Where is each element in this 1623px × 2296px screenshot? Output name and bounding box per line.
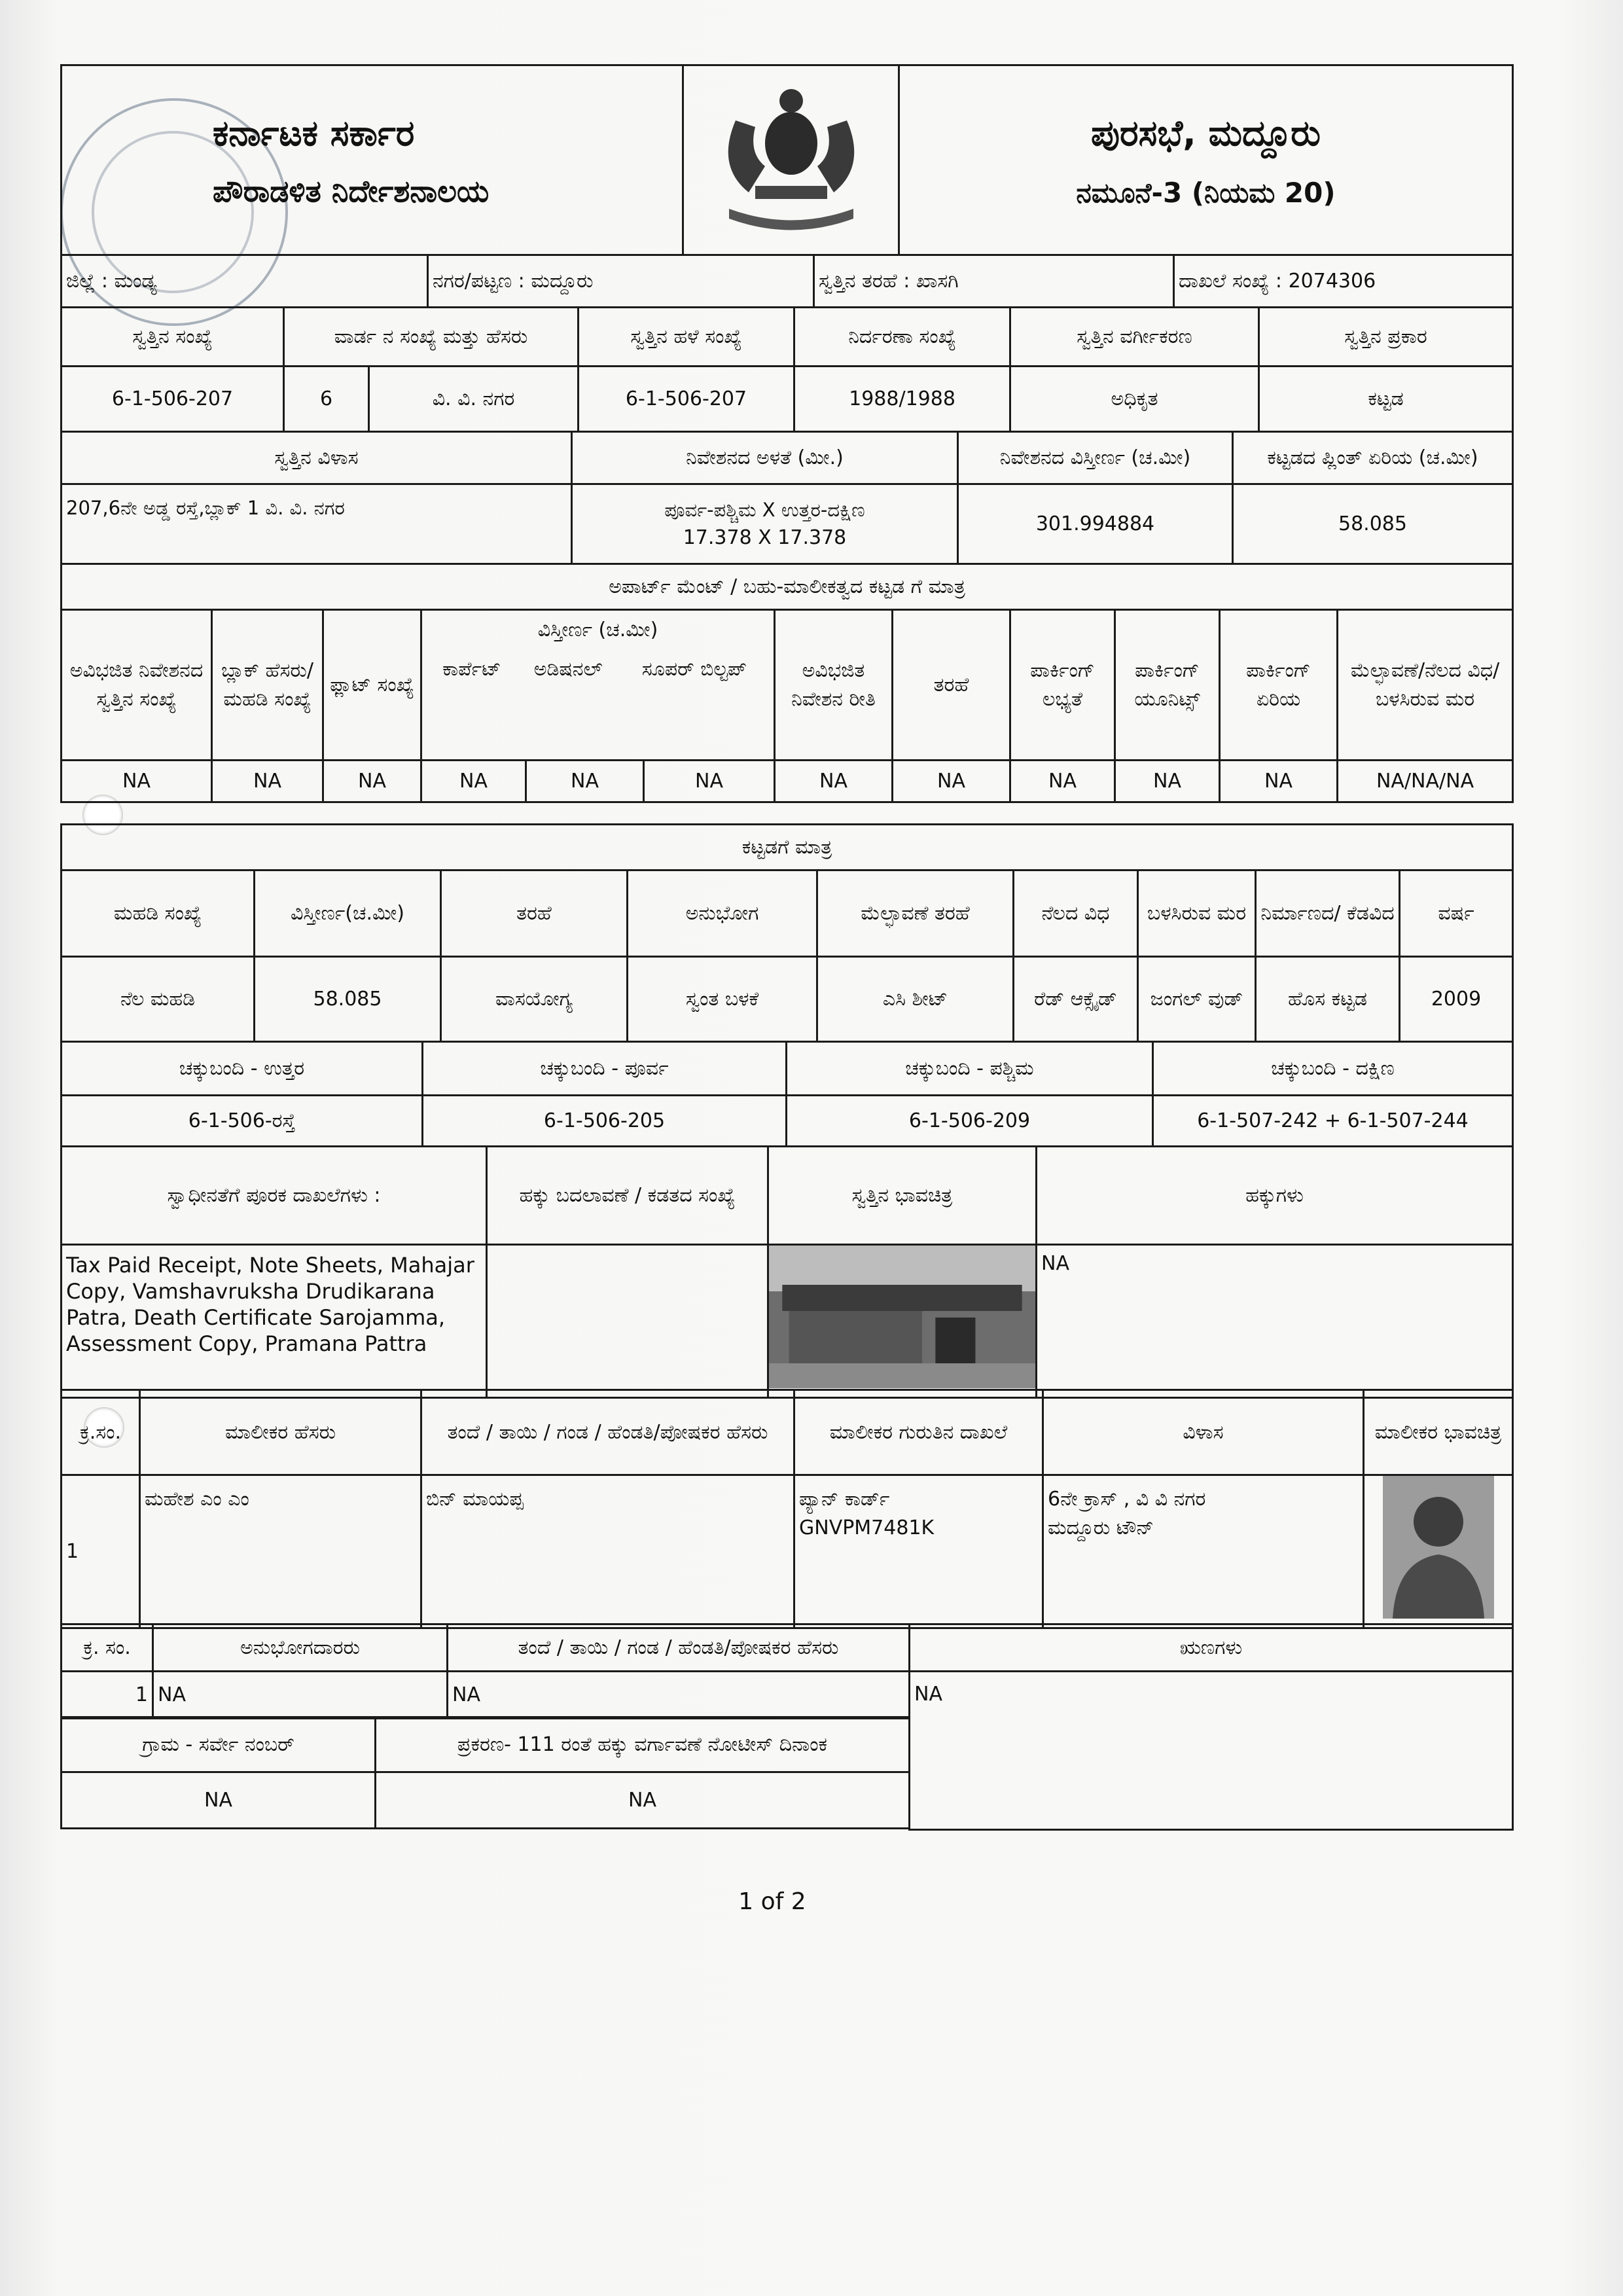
h-apt-additional: ಅಡಿಷನಲ್ [533,657,603,681]
apartment-table [60,563,1514,803]
survey-table [60,1716,910,1829]
owner-addr-line2: ಮದ್ದೂರು ಟೌನ್ [1048,1516,1154,1539]
owner-name: ಮಹೇಶ ಎಂ ಎಂ [140,1475,421,1628]
apt-v: NA [62,761,212,802]
apartment-title: ಅಪಾರ್ಟ್ ಮೆಂಟ್ / ಬಹು-ಮಾಲೀಕತ್ವದ ಕಟ್ಟಡ ಗೆ ಮಾತ್ರ [62,564,1513,610]
district: ಜಿಲ್ಲೆ : ಮಂಡ್ಯ [62,255,428,308]
h-occ-sl: ಕ್ರ. ಸಂ. [62,1624,153,1672]
bldg-v: 58.085 [255,957,441,1042]
old-no: 6-1-506-207 [579,367,794,432]
prop-type: ಕಟ್ಟಡ [1259,367,1513,432]
occ-name: NA [153,1672,448,1719]
h-apt-2: ಬ್ಲಾಕ್ ಹೆಸರು/ ಮಹಡಿ ಸಂಖ್ಯೆ [212,610,323,761]
bldg-v: 2009 [1400,957,1513,1042]
apt-v: NA [526,761,644,802]
property-kind: ಸ್ವತ್ತಿನ ತರಹೆ : ಖಾಸಗಿ [814,255,1174,308]
west: 6-1-506-209 [787,1096,1153,1147]
h-dimension: ನಿವೇಶನದ ಅಳತೆ (ಮೀ.) [572,432,958,484]
dimension-label: ಪೂರ್ವ-ಪಶ್ಚಿಮ X ಉತ್ತರ-ದಕ್ಷಿಣ [664,498,865,521]
bldg-v: ಎಸಿ ಶೀಟ್ [817,957,1014,1042]
apt-v: NA/NA/NA [1338,761,1513,802]
south: 6-1-507-242 + 6-1-507-244 [1153,1096,1513,1147]
h-owner-id: ಮಾಲೀಕರ ಗುರುತಿನ ದಾಖಲೆ [794,1390,1043,1475]
apt-v: NA [212,761,323,802]
h-apt-11: ಪಾರ್ಕಿಂಗ್ ಏರಿಯ [1220,610,1338,761]
east: 6-1-506-205 [423,1096,787,1147]
bldg-v: ಜಂಗಲ್ ವುಡ್ [1138,957,1256,1042]
h-owner-photo: ಮಾಲೀಕರ ಭಾವಚಿತ್ರ [1364,1390,1513,1475]
owner-sl: 1 [62,1475,140,1628]
h-prop-photo: ಸ್ವತ್ತಿನ ಭಾವಚಿತ್ರ [768,1147,1037,1245]
h-bldg: ತರಹೆ [441,870,628,957]
h-mutation: ಹಕ್ಕು ಬದಲಾವಣೆ / ಕಡತದ ಸಂಖ್ಯೆ [487,1147,768,1245]
h-apt-carpet: ಕಾರ್ಪೆಟ್ [442,657,501,681]
debts-table [908,1623,1514,1831]
bldg-v: ರೆಡ್ ಆಕ್ಸೈಡ್ [1014,957,1138,1042]
apt-v: NA [644,761,775,802]
bldg-v: ವಾಸಯೋಗ್ಯ [441,957,628,1042]
h-bldg: ಮಹಡಿ ಸಂಖ್ಯೆ [62,870,255,957]
dept-name: ಪೌರಾಡಳಿತ ನಿರ್ದೇಶನಾಲಯ [213,173,490,209]
h-apt-10: ಪಾರ್ಕಿಂಗ್ ಯೂನಿಟ್ಸ್ [1115,610,1220,761]
notice-date: NA [376,1772,910,1829]
h-bldg: ವರ್ಷ [1400,870,1513,957]
record-number: ದಾಖಲೆ ಸಂಖ್ಯೆ : 2074306 [1174,255,1513,308]
building-title: ಕಟ್ಟಡಗೆ ಮಾತ್ರ [62,825,1513,870]
plinth-area: 58.085 [1233,484,1513,564]
dimension: 17.378 X 17.378 [683,526,847,549]
prop-class: ಅಧಿಕೃತ [1010,367,1259,432]
apt-v: NA [1220,761,1338,802]
h-site-area: ನಿವೇಶನದ ವಿಸ್ತೀರ್ಣ (ಚ.ಮೀ) [958,432,1233,484]
h-type: ಸ್ವತ್ತಿನ ಪ್ರಕಾರ [1259,308,1513,367]
h-east: ಚಕ್ಕುಬಂದಿ - ಪೂರ್ವ [423,1042,787,1096]
apt-v: NA [421,761,526,802]
h-ward: ವಾರ್ಡ ನ ಸಂಖ್ಯೆ ಮತ್ತು ಹೆಸರು [284,308,579,367]
h-bldg: ನೆಲದ ವಿಧ [1014,870,1138,957]
page-number: 1 of 2 [738,1888,806,1915]
h-apt-3: ಫ್ಲಾಟ್ ಸಂಖ್ಯೆ [323,610,421,761]
h-docs: ಸ್ವಾಧೀನತೆಗೆ ಪೂರಕ ದಾಖಲೆಗಳು : [62,1147,487,1245]
govt-name: ಕರ್ನಾಟಕ ಸರ್ಕಾರ [213,112,415,154]
state-emblem [709,81,873,232]
office-name: ಪುರಸಭೆ, ಮದ್ದೂರು [1091,112,1321,154]
apt-v: NA [1115,761,1220,802]
north: 6-1-506-ರಸ್ತೆ [62,1096,423,1147]
owner-photo [1383,1476,1494,1619]
h-address: ಸ್ವತ್ತಿನ ವಿಳಾಸ [62,432,572,484]
h-bldg: ಅನುಭೋಗ [628,870,817,957]
h-north: ಚಕ್ಕುಬಂದಿ - ಉತ್ತರ [62,1042,423,1096]
h-apt-super: ಸೂಪರ್ ಬಿಲ್ಟಪ್ [641,657,747,681]
h-apt-9: ಪಾರ್ಕಿಂಗ್ ಲಭ್ಯತೆ [1010,610,1115,761]
debts: NA [910,1672,1513,1830]
h-west: ಚಕ್ಕುಬಂದಿ - ಪಶ್ಚಿಮ [787,1042,1153,1096]
rights: NA [1037,1245,1513,1398]
apt-v: NA [323,761,421,802]
docs-list: Tax Paid Receipt, Note Sheets, Mahajar Copy, Vamshavruksha Drudikarana Patra, Death Certificate Sarojamma, Assessment Copy, Pramana Pattra [62,1245,487,1398]
address: 207,6ನೇ ಅಡ್ಡ ರಸ್ತೆ,ಬ್ಲಾಕ್ 1 ವಿ. ವಿ. ನಗರ [62,484,572,564]
occ-sl: 1 [62,1672,153,1719]
form-title: ನಮೂನೆ-3 (ನಿಯಮ 20) [1076,176,1336,209]
h-survey: ಗ್ರಾಮ - ಸರ್ವೇ ನಂಬರ್ [62,1717,376,1772]
h-old-no: ಸ್ವತ್ತಿನ ಹಳೆ ಸಂಖ್ಯೆ [579,308,794,367]
h-bldg: ನಿರ್ಮಾಣದ/ ಕೆಡವಿದ [1256,870,1400,957]
h-apt-8: ತರಹೆ [893,610,1010,761]
city: ನಗರ/ಪಟ್ಟಣ : ಮದ್ದೂರು [428,255,814,308]
h-apt-1: ಅವಿಭಜಿತ ನಿವೇಶನದ ಸ್ವತ್ತಿನ ಸಂಖ್ಯೆ [62,610,212,761]
prop-no: 6-1-506-207 [62,367,284,432]
assess-no: 1988/1988 [794,367,1010,432]
site-area: 301.994884 [958,484,1233,564]
apt-v: NA [1010,761,1115,802]
h-owner-sl: ಕ್ರ.ಸಂ. [62,1390,140,1475]
property-id-table [60,306,1514,433]
h-apt-7: ಅವಿಭಜಿತ ನಿವೇಶನ ರೀತಿ [775,610,893,761]
documents-table [60,1145,1514,1399]
h-bldg: ವಿಸ್ತೀರ್ಣ(ಚ.ಮೀ) [255,870,441,957]
h-owner-parent: ತಂದೆ / ತಾಯಿ / ಗಂಡ / ಹೆಂಡತಿ/ಪೋಷಕರ ಹೆಸರು [421,1390,794,1475]
owner-addr-line1: 6ನೇ ಕ್ರಾಸ್ , ವಿ ವಿ ನಗರ [1048,1488,1206,1511]
header-table [60,64,1514,255]
occ-parent: NA [448,1672,910,1719]
bldg-v: ನೆಲ ಮಹಡಿ [62,957,255,1042]
h-bldg: ಬಳಸಿರುವ ಮರ [1138,870,1256,957]
site-table [60,431,1514,565]
ward-name: ವಿ. ವಿ. ನಗರ [369,367,579,432]
h-occ-name: ಅನುಭೋಗದಾರರು [153,1624,448,1672]
bldg-v: ಹೊಸ ಕಟ್ಟಡ [1256,957,1400,1042]
owner-id-no: GNVPM7481K [799,1516,935,1539]
property-photo [769,1246,1035,1388]
building-table [60,823,1514,1043]
h-apt-12: ಮೆಲ್ಛಾವಣೆ/ನೆಲದ ವಿಧ/ಬಳಸಿರುವ ಮರ [1338,610,1513,761]
h-owner-name: ಮಾಲೀಕರ ಹೆಸರು [140,1390,421,1475]
ward-no: 6 [284,367,369,432]
survey-no: NA [62,1772,376,1829]
owner-id-type: ಪ್ಯಾನ್ ಕಾರ್ಡ್ [799,1488,890,1511]
occupant-table [60,1623,910,1719]
bldg-v: ಸ್ವಂತ ಬಳಕೆ [628,957,817,1042]
apt-v: NA [775,761,893,802]
boundary-table [60,1041,1514,1147]
apt-v: NA [893,761,1010,802]
h-apt-area: ವಿಸ್ತೀರ್ಣ (ಚ.ಮೀ) [537,619,658,641]
owner-parent: ಬಿನ್ ಮಾಯಪ್ಪ [421,1475,794,1628]
location-row [60,254,1514,308]
h-occ-parent: ತಂದೆ / ತಾಯಿ / ಗಂಡ / ಹೆಂಡತಿ/ಪೋಷಕರ ಹೆಸರು [448,1624,910,1672]
h-plinth: ಕಟ್ಟಡದ ಪ್ಲಿಂತ್ ಏರಿಯ (ಚ.ಮೀ) [1233,432,1513,484]
h-owner-addr: ವಿಳಾಸ [1043,1390,1364,1475]
h-south: ಚಕ್ಕುಬಂದಿ - ದಕ್ಷಿಣ [1153,1042,1513,1096]
h-prop-no: ಸ್ವತ್ತಿನ ಸಂಖ್ಯೆ [62,308,284,367]
h-notice-date: ಪ್ರಕರಣ- 111 ರಂತೆ ಹಕ್ಕು ವರ್ಗಾವಣೆ ನೋಟೀಸ್ ದಿನಾಂಕ [376,1717,910,1772]
h-debts: ಋಣಗಳು [910,1624,1513,1672]
h-class: ಸ್ವತ್ತಿನ ವರ್ಗೀಕರಣ [1010,308,1259,367]
h-bldg: ಮೆಲ್ಛಾವಣೆ ತರಹೆ [817,870,1014,957]
owner-table [60,1389,1514,1629]
h-rights: ಹಕ್ಕುಗಳು [1037,1147,1513,1245]
h-assess-no: ನಿರ್ದರಣಾ ಸಂಖ್ಯೆ [794,308,1010,367]
